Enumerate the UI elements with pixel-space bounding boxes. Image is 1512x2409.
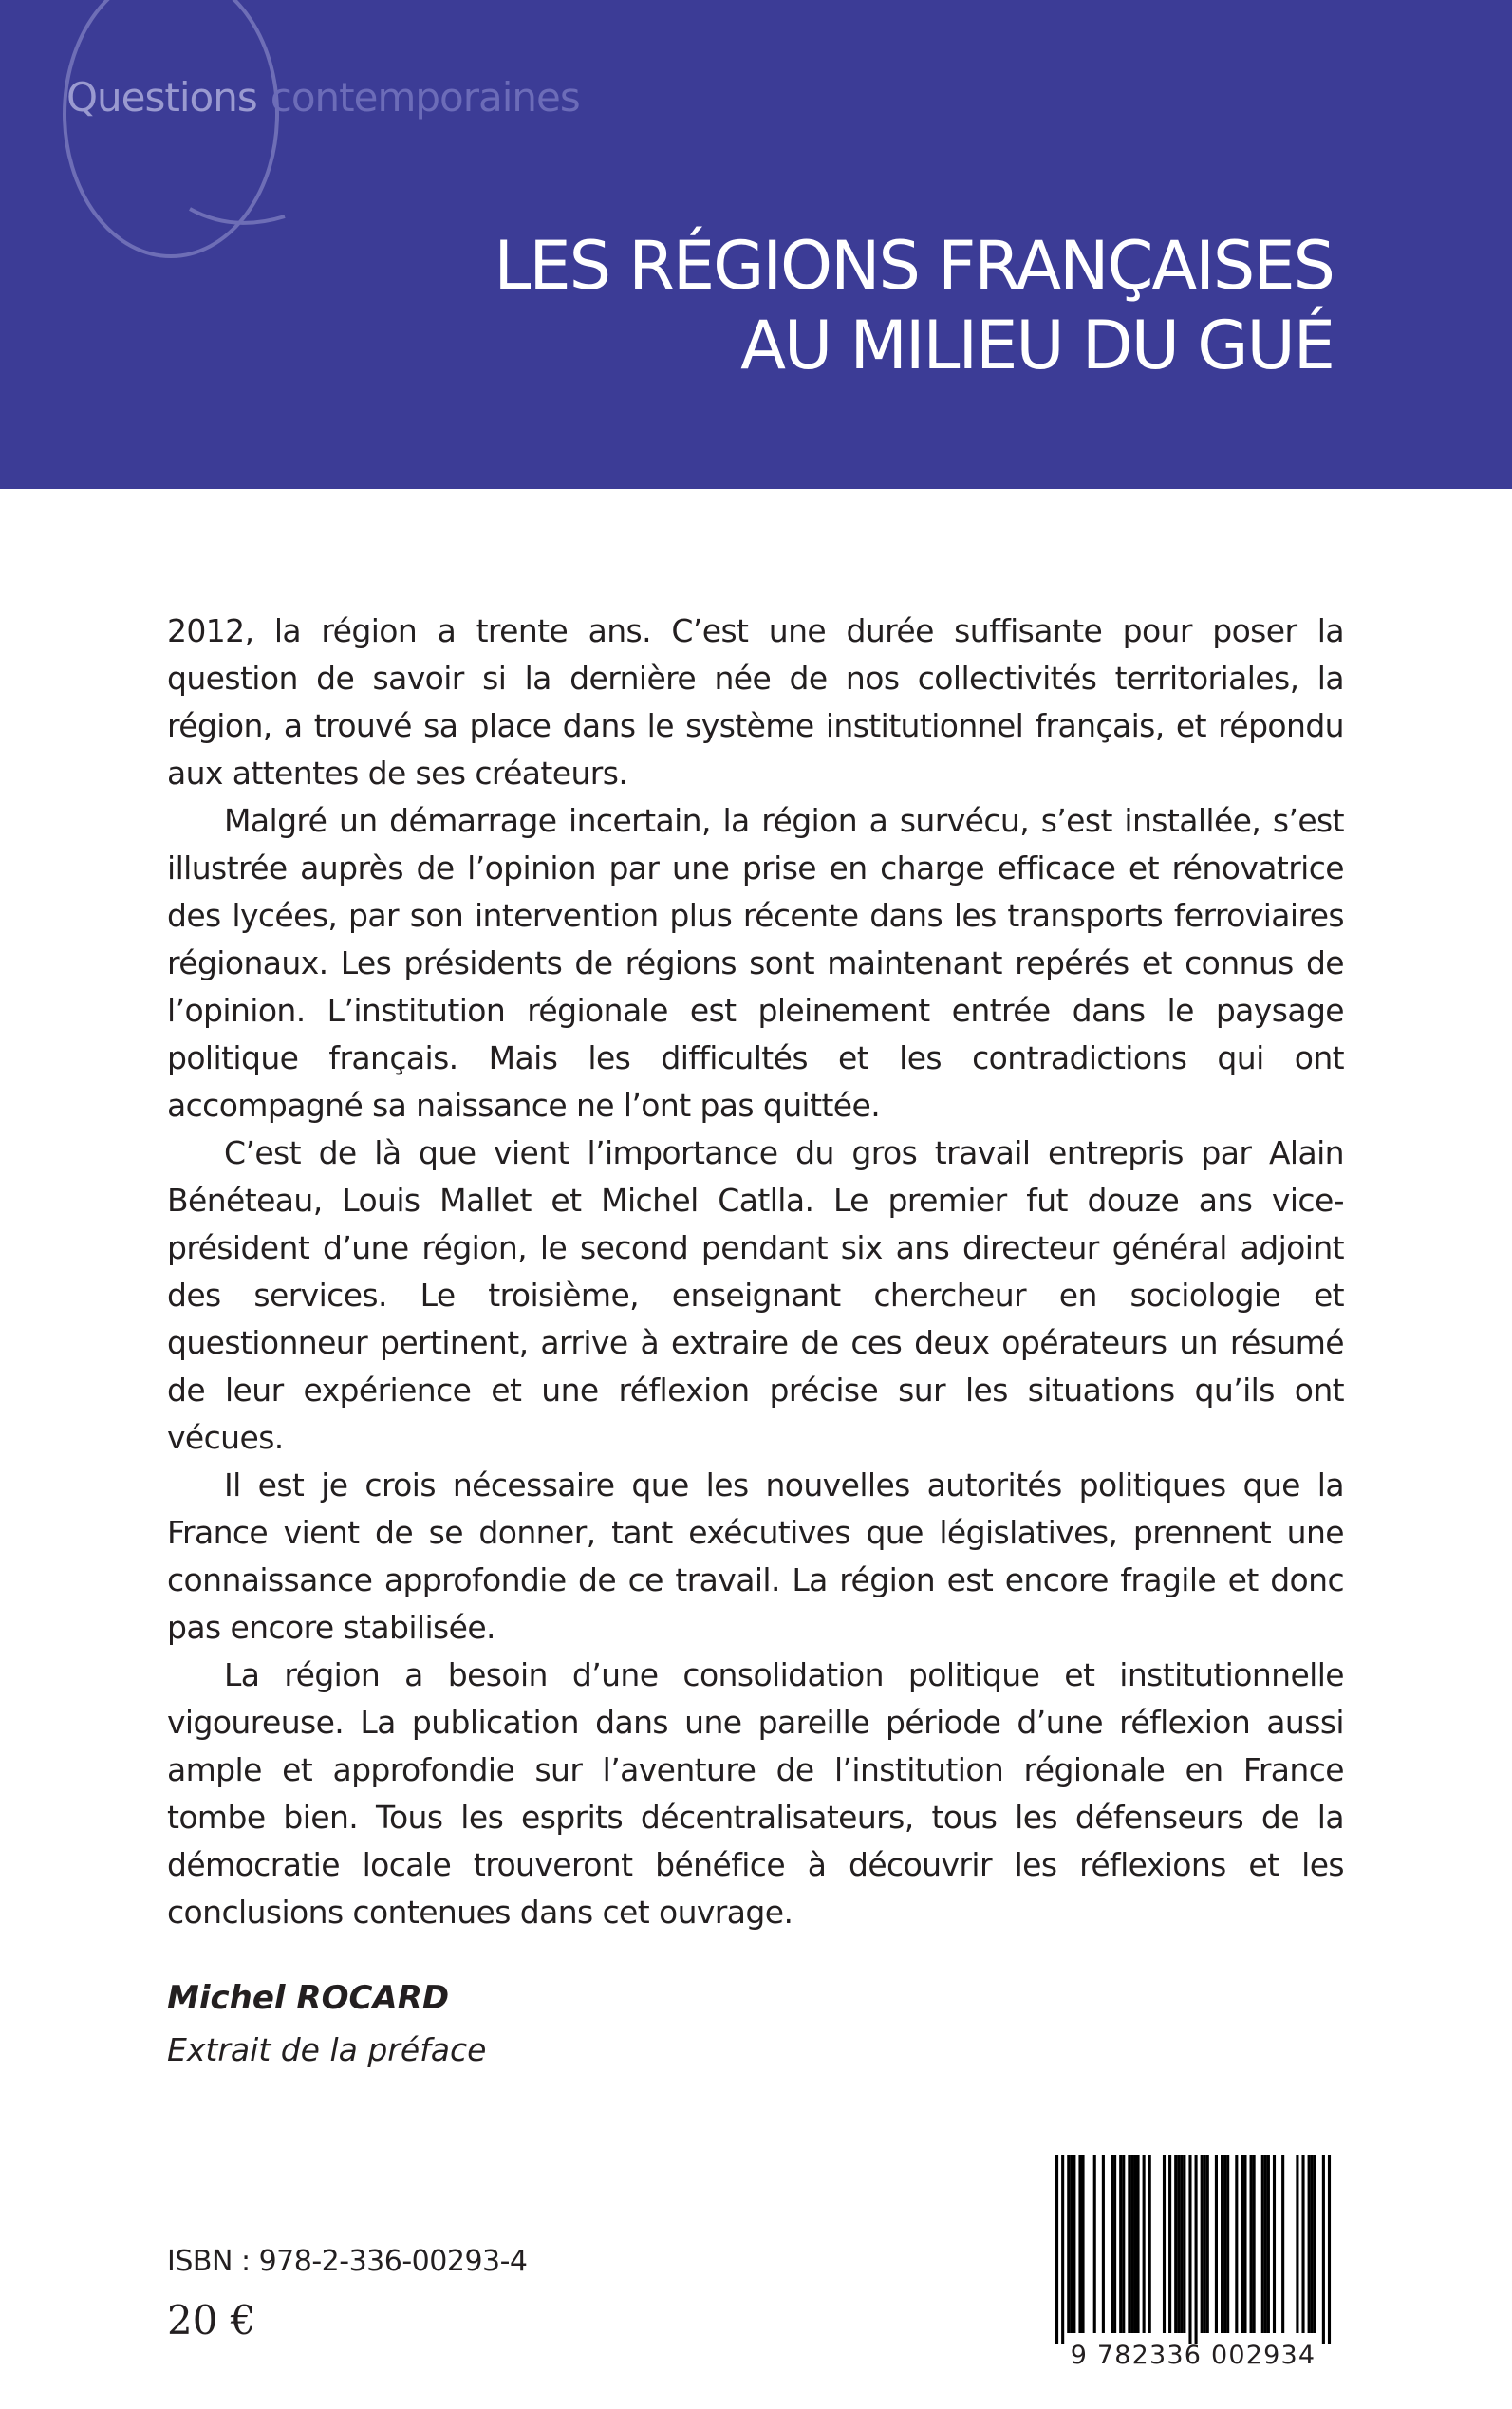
barcode-bar xyxy=(1314,2155,1316,2333)
barcode-bar xyxy=(1180,2155,1183,2333)
paragraph: C’est de là que vient l’importance du gros travail entrepris par Alain Bénéteau, Louis Mallet et Michel Catlla. Le premier fut douze ans vice-président d’une région, le second pendant six ans directeur général adjoint des services. Le troisième, enseignant chercheur en sociologie et questionneur pertinent, arrive à extraire de ces deux opérateurs un résumé de leur expérience et une réflexion précise sur les situations qu’ils ont vécues. xyxy=(167,1134,1344,1456)
barcode-bar xyxy=(1143,2155,1146,2333)
barcode-bar xyxy=(1163,2155,1166,2333)
barcode-bar xyxy=(1250,2155,1253,2333)
barcode-bar xyxy=(1243,2155,1246,2333)
barcode-bar xyxy=(1322,2155,1325,2344)
ean13-barcode-icon xyxy=(1042,2155,1344,2344)
barcode-bar xyxy=(1204,2155,1206,2333)
barcode-bar xyxy=(1296,2155,1298,2333)
barcode-bar xyxy=(1253,2155,1256,2333)
barcode-bar xyxy=(1301,2155,1304,2333)
barcode-bar xyxy=(1073,2155,1075,2333)
barcode-bar xyxy=(1273,2155,1276,2333)
barcode-bar xyxy=(1183,2155,1185,2333)
barcode-bar xyxy=(1221,2155,1223,2333)
barcode-bar xyxy=(1311,2155,1314,2333)
barcode-bar xyxy=(1136,2155,1139,2333)
series-name-part-1: Questions xyxy=(66,74,257,121)
barcode-bar xyxy=(1168,2155,1171,2333)
header-band xyxy=(0,0,1512,489)
barcode xyxy=(1042,2155,1344,2371)
paragraph: 2012, la région a trente ans. C’est une durée suffisante pour poser la question de savoir si la dernière née de nos collectivités territoriales, la région, a trouvé sa place dans le système institutionnel français, et répondu aux attentes de ses créateurs. xyxy=(167,612,1344,792)
barcode-bar xyxy=(1128,2155,1130,2333)
barcode-bar xyxy=(1241,2155,1243,2333)
barcode-bar xyxy=(1188,2155,1191,2344)
barcode-bar xyxy=(1081,2155,1084,2333)
series-name-part-2: contemporaines xyxy=(270,74,580,121)
series-name xyxy=(66,74,580,121)
barcode-bar xyxy=(1078,2155,1081,2333)
barcode-bar xyxy=(1281,2155,1284,2333)
barcode-bar xyxy=(1067,2155,1070,2333)
barcode-bar xyxy=(1055,2155,1058,2344)
barcode-bar xyxy=(1201,2155,1204,2333)
barcode-bar xyxy=(1308,2155,1311,2333)
book-title xyxy=(494,226,1334,385)
barcode-bar xyxy=(1133,2155,1136,2333)
paragraph: Il est je crois nécessaire que les nouvelles autorités politiques que la France vient de se donner, tant exécutives que législatives, prennent une connaissance approfondie de ce travail. La région est encore fragile et donc pas encore stabilisée. xyxy=(167,1466,1344,1646)
barcode-bar xyxy=(1206,2155,1209,2333)
barcode-bar xyxy=(1215,2155,1218,2333)
barcode-bar xyxy=(1122,2155,1125,2333)
back-cover-text xyxy=(167,607,1344,1936)
book-title-line-1: LES RÉGIONS FRANÇAISES xyxy=(494,227,1334,305)
barcode-bar xyxy=(1195,2155,1198,2344)
barcode-bar xyxy=(1119,2155,1122,2333)
q-letter-outline-icon xyxy=(28,0,313,323)
isbn: ISBN : 978-2-336-00293-4 xyxy=(167,2245,528,2278)
barcode-bar xyxy=(1328,2155,1331,2344)
barcode-bar xyxy=(1130,2155,1133,2333)
barcode-bar xyxy=(1148,2155,1151,2333)
barcode-bar xyxy=(1226,2155,1229,2333)
barcode-bar xyxy=(1261,2155,1264,2333)
barcode-bar xyxy=(1235,2155,1238,2333)
barcode-bar xyxy=(1070,2155,1073,2333)
barcode-bar xyxy=(1177,2155,1180,2333)
barcode-bar xyxy=(1102,2155,1105,2333)
barcode-bar xyxy=(1061,2155,1064,2344)
paragraph: La région a besoin d’une consolidation politique et institutionnelle vigoureuse. La publication dans une pareille période d’une réflexion aussi ample et approfondie sur l’aventure de l’institution régionale en France tombe bien. Tous les esprits décentralisateurs, tous les défenseurs de la démocratie locale trouveront bénéfice à découvrir les réflexions et les conclusions contenues dans cet ouvrage. xyxy=(167,1656,1344,1931)
barcode-bar xyxy=(1174,2155,1177,2333)
barcode-bar xyxy=(1111,2155,1113,2333)
barcode-bar xyxy=(1264,2155,1267,2333)
paragraph: Malgré un démarrage incertain, la région a survécu, s’est installée, s’est illustrée auprès de l’opinion par une prise en charge efficace et rénovatrice des lycées, par son intervention plus récente dans les transports ferroviaires régionaux. Les présidents de régions sont maintenant repérés et connus de l’opinion. L’institution régionale est pleinement entrée dans le paysage politique français. Mais les difficultés et les contradictions qui ont accompagné sa naissance ne l’ont pas quittée. xyxy=(167,802,1344,1124)
barcode-bar xyxy=(1113,2155,1116,2333)
barcode-bar xyxy=(1093,2155,1096,2333)
book-title-line-2: AU MILIEU DU GUÉ xyxy=(740,307,1334,384)
barcode-bar xyxy=(1223,2155,1226,2333)
barcode-digits: 9 782336 002934 xyxy=(1070,2341,1316,2370)
barcode-bar xyxy=(1267,2155,1270,2333)
author-name: Michel ROCARD xyxy=(167,1979,450,2017)
price: 20 € xyxy=(167,2297,256,2344)
source-note: Extrait de la préface xyxy=(167,2031,487,2068)
